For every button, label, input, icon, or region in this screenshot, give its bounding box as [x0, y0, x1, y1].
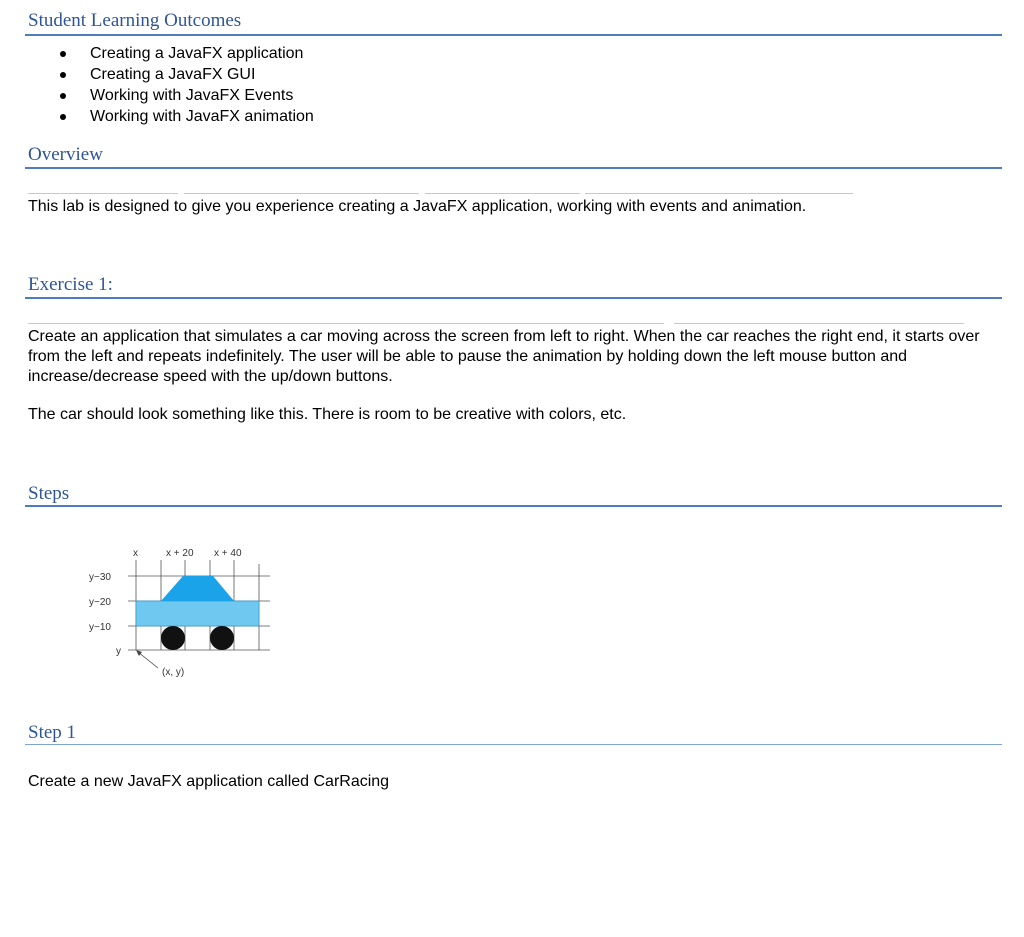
- arrow-icon: [136, 650, 142, 656]
- step1-text: Create a new JavaFX application called CarRacing: [28, 773, 390, 790]
- list-item: Working with JavaFX Events: [56, 85, 314, 106]
- bullet-icon: [60, 114, 66, 120]
- bullet-icon: [60, 51, 66, 57]
- axis-label-y: y: [116, 646, 121, 657]
- car-wheel: [210, 626, 234, 650]
- section-rule: [25, 505, 1002, 507]
- section-title-exercise: Exercise 1:: [28, 274, 113, 295]
- axis-label-y10: y−10: [89, 622, 111, 633]
- section-rule: [25, 744, 1002, 745]
- divider: [674, 323, 964, 324]
- section-title-outcomes: Student Learning Outcomes: [28, 10, 242, 31]
- axis-label-y20: y−20: [89, 597, 111, 608]
- axis-label-x: x: [133, 548, 138, 559]
- axis-label-y30: y−30: [89, 572, 111, 583]
- section-title-overview: Overview: [28, 144, 103, 165]
- list-item: Creating a JavaFX GUI: [56, 64, 314, 85]
- car-roof: [161, 576, 234, 601]
- divider: [28, 193, 178, 194]
- origin-label: (x, y): [162, 667, 185, 678]
- divider: [184, 193, 419, 194]
- section-rule: [25, 167, 1002, 169]
- bullet-icon: [60, 93, 66, 99]
- car-wheel: [161, 626, 185, 650]
- section-title-steps: Steps: [28, 483, 70, 504]
- overview-text: This lab is designed to give you experience creating a JavaFX application, working with events and animation.: [28, 198, 807, 215]
- car-body: [136, 601, 259, 626]
- bullet-icon: [60, 72, 66, 78]
- axis-label-x20: x + 20: [166, 548, 194, 559]
- divider: [28, 323, 664, 324]
- divider: [425, 193, 580, 194]
- exercise-description: Create an application that simulates a car moving across the screen from left to right. When the car reaches the right end, it starts over from the left and repeats indefinitely. The user will be able to pause the animation by holding down the left mouse button and increase/decrease speed with the up/down buttons.: [28, 328, 980, 385]
- axis-label-x40: x + 40: [214, 548, 242, 559]
- section-rule: [25, 297, 1002, 299]
- list-item: Working with JavaFX animation: [56, 106, 314, 127]
- origin-pointer: [138, 652, 158, 668]
- outcomes-list: [56, 43, 314, 127]
- exercise-note: The car should look something like this. There is room to be creative with colors, etc.: [28, 406, 627, 423]
- list-item: Creating a JavaFX application: [56, 43, 314, 64]
- section-rule: [25, 34, 1002, 36]
- car-diagram: [86, 542, 286, 682]
- section-title-step1: Step 1: [28, 722, 77, 743]
- divider: [585, 193, 853, 194]
